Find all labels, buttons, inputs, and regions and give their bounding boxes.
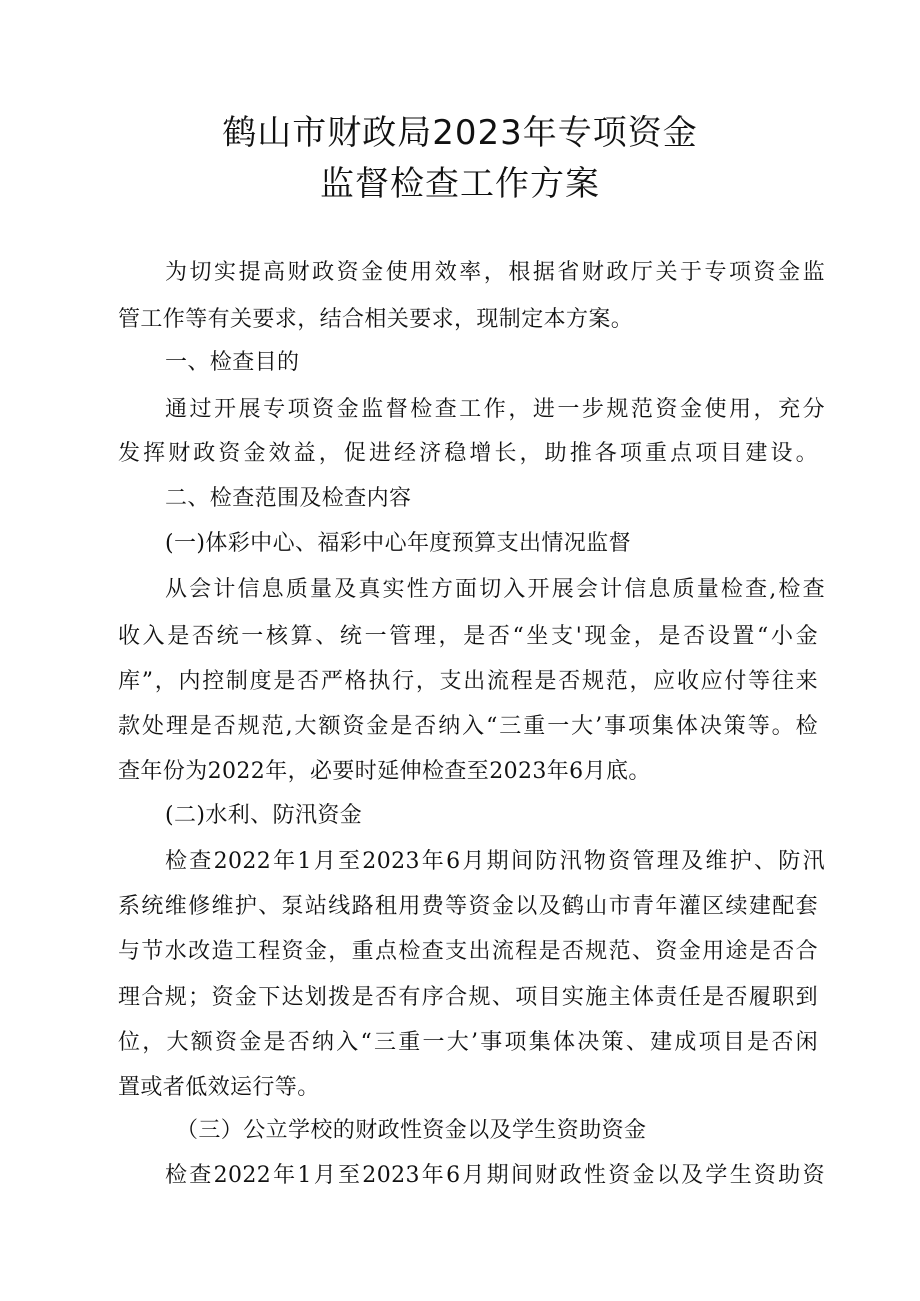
subsection1-heading: (一)体彩中心、福彩中心年度预算支出情况监督 <box>165 531 631 556</box>
intro-paragraph-line: 管工作等有关要求，结合相关要求，现制定本方案。 <box>118 307 634 332</box>
subsection3-paragraph-line: 检查2022年1月至2023年6月期间财政性资金以及学生资助资 <box>165 1163 825 1188</box>
subsection1-paragraph-line: 收入是否统一核算、统一管理，是否“坐支'现金，是否设置“小金 <box>118 624 818 649</box>
subsection1-paragraph-line: 查年份为2022年，必要时延伸检查至2023年6月底。 <box>118 759 651 784</box>
subsection2-paragraph-line: 与节水改造工程资金，重点检查支出流程是否规范、资金用途是否合 <box>118 939 818 964</box>
subsection1-paragraph-line: 库”，内控制度是否严格执行，支出流程是否规范，应收应付等往来 <box>118 669 818 694</box>
subsection1-paragraph-line: 从会计信息质量及真实性方面切入开展会计信息质量检查,检查 <box>165 577 825 602</box>
subsection1-paragraph-line: 款处理是否规范,大额资金是否纳入“三重一大’事项集体决策等。检 <box>118 714 818 739</box>
subsection2-paragraph-line: 理合规；资金下达划拨是否有序合规、项目实施主体责任是否履职到 <box>118 985 818 1010</box>
document-title-line1: 鹤山市财政局2023年专项资金 <box>222 113 698 153</box>
section1-paragraph-line: 发挥财政资金效益，促进经济稳增长，助推各项重点项目建设。 <box>118 441 818 466</box>
intro-paragraph-line: 为切实提高财政资金使用效率，根据省财政厅关于专项资金监 <box>165 260 825 285</box>
document-title-line2: 监督检查工作方案 <box>320 164 600 204</box>
subsection2-paragraph-line: 检查2022年1月至2023年6月期间防汛物资管理及维护、防汛 <box>165 849 825 874</box>
section2-heading: 二、检查范围及检查内容 <box>165 486 412 511</box>
subsection2-heading: (二)水利、防汛资金 <box>165 803 363 828</box>
subsection3-heading: （三）公立学校的财政性资金以及学生资助资金 <box>176 1118 647 1143</box>
subsection2-paragraph-line: 位，大额资金是否纳入“三重一大’事项集体决策、建成项目是否闲 <box>118 1030 818 1055</box>
subsection2-paragraph-line: 置或者低效运行等。 <box>118 1075 320 1100</box>
section1-heading: 一、检查目的 <box>165 350 300 375</box>
subsection2-paragraph-line: 系统维修维护、泵站线路租用费等资金以及鹤山市青年灌区续建配套 <box>118 894 818 919</box>
section1-paragraph-line: 通过开展专项资金监督检查工作，进一步规范资金使用，充分 <box>165 397 825 422</box>
